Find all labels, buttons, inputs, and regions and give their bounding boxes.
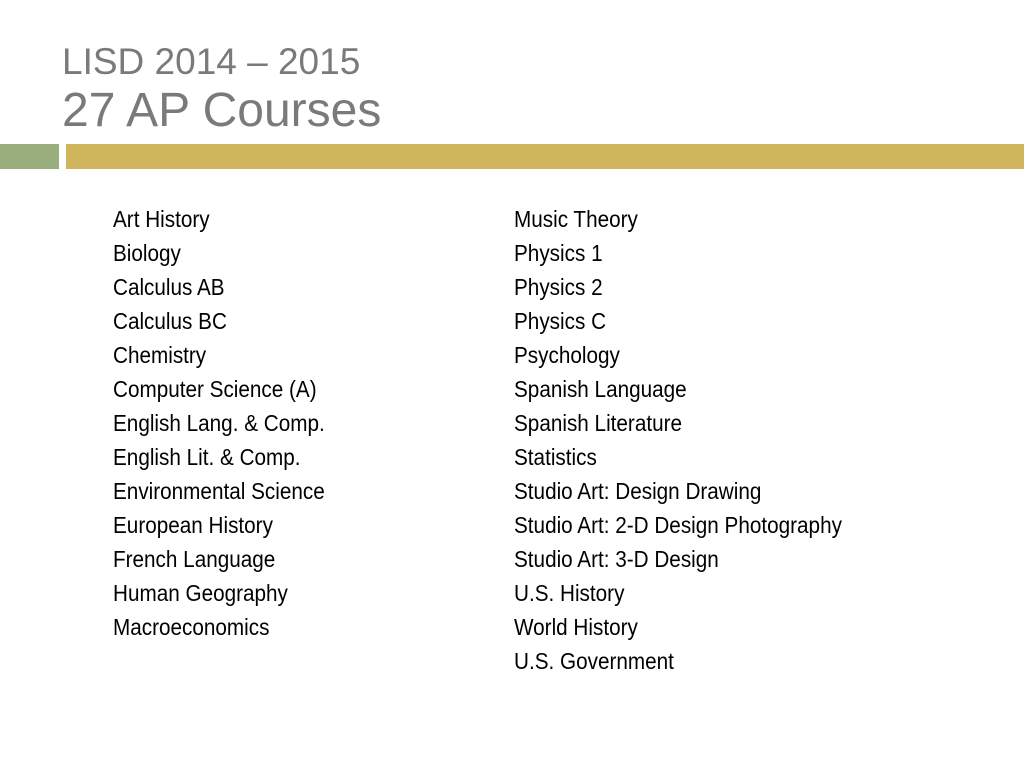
course-item: U.S. History [514,580,625,606]
course-item: Physics C [514,308,607,334]
slide-title [62,40,381,138]
course-item: Calculus AB [113,274,225,300]
course-item: Spanish Language [514,376,687,402]
course-item: World History [514,614,638,640]
course-item: Studio Art: Design Drawing [514,478,762,504]
course-list-left [113,202,325,644]
course-item: English Lit. & Comp. [113,444,301,470]
course-item: Macroeconomics [113,614,270,640]
course-item: Calculus BC [113,308,227,334]
course-item: Computer Science (A) [113,376,317,402]
course-item: Physics 1 [514,240,603,266]
accent-bar-green [0,144,59,169]
course-item: Spanish Literature [514,410,683,436]
course-item: Physics 2 [514,274,603,300]
course-item: French Language [113,546,276,572]
course-item: Psychology [514,342,620,368]
course-item: Studio Art: 3-D Design [514,546,719,572]
course-item: Biology [113,240,181,266]
course-item: Studio Art: 2-D Design Photography [514,512,842,538]
course-item: Art History [113,206,210,232]
title-year-line: LISD 2014 – 2015 [62,41,361,82]
course-item: Music Theory [514,206,638,232]
course-item: Human Geography [113,580,288,606]
course-item: Chemistry [113,342,207,368]
course-item: English Lang. & Comp. [113,410,325,436]
accent-bar-gold [66,144,1024,169]
course-item: Environmental Science [113,478,325,504]
course-item: Statistics [514,444,597,470]
course-item: European History [113,512,273,538]
course-list-right [514,202,842,678]
title-courses-line: 27 AP Courses [62,84,382,137]
course-item: U.S. Government [514,648,674,674]
